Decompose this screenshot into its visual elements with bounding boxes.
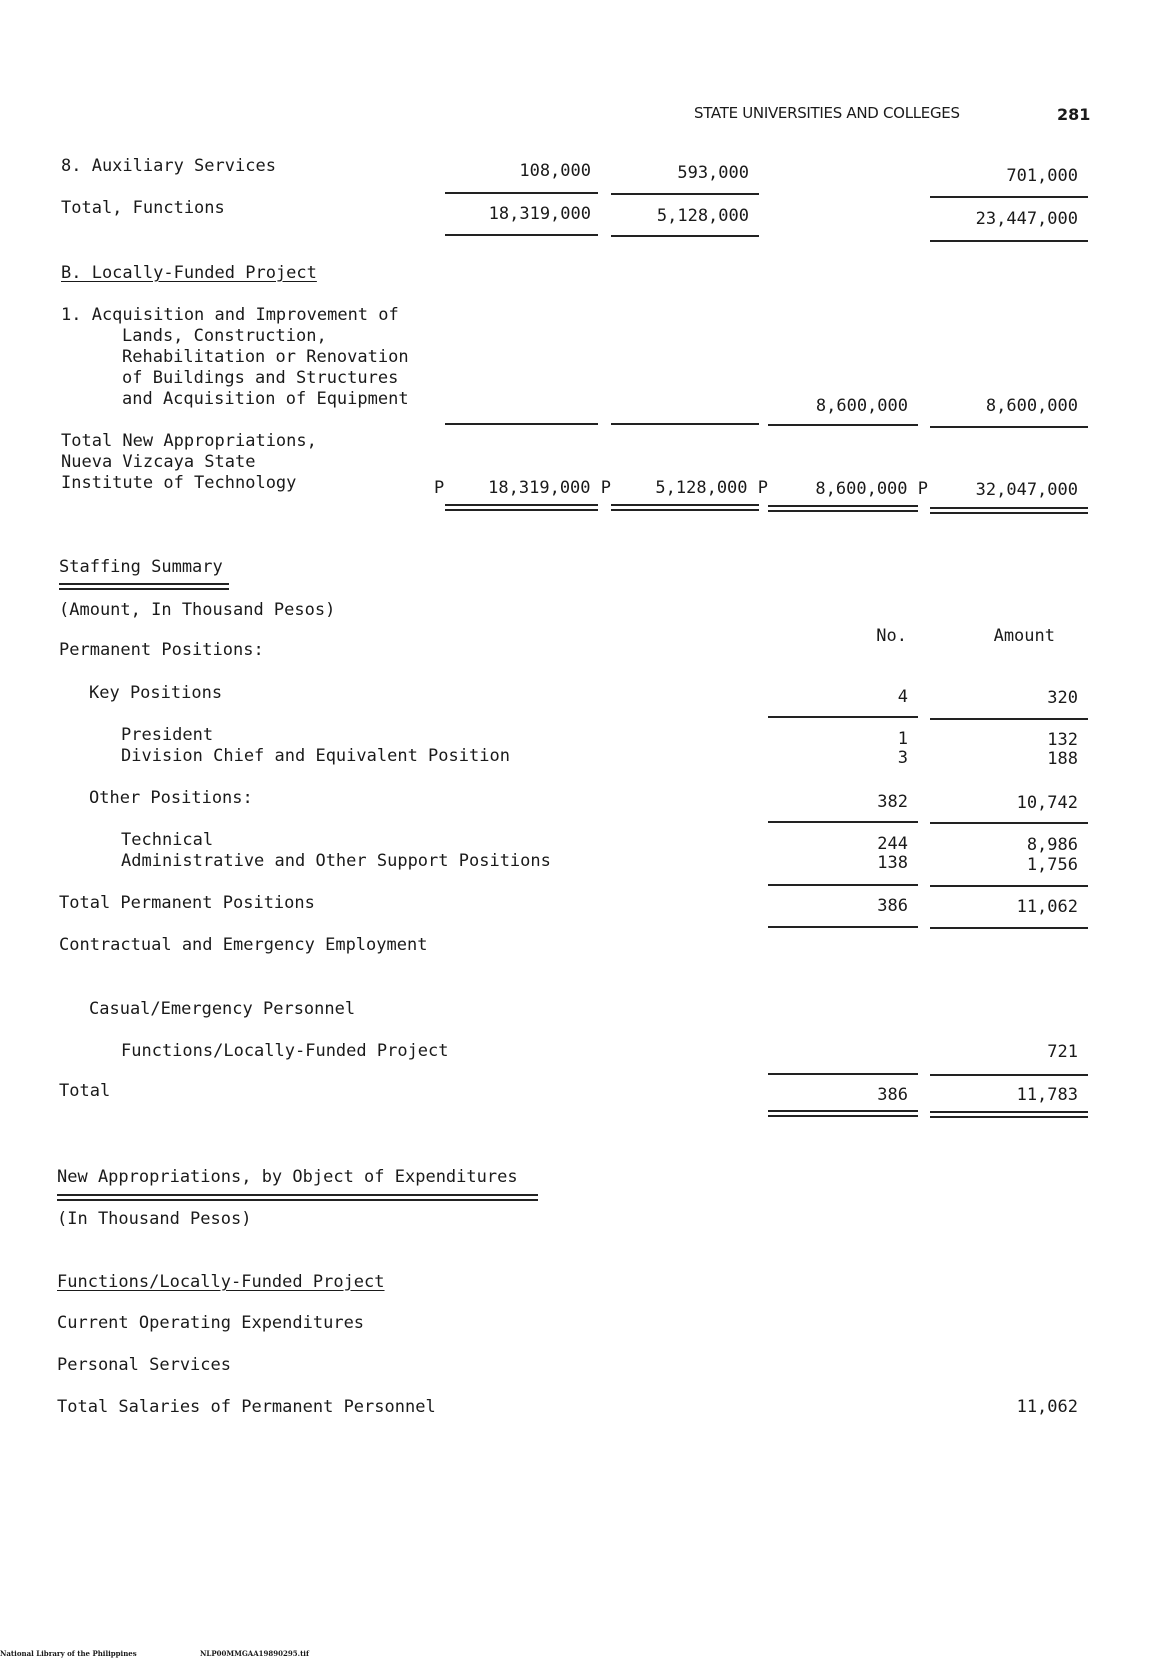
total-functions-c2: 5,128,000 xyxy=(656,206,749,226)
technical-no: 244 xyxy=(877,834,908,854)
total-functions-label: Total, Functions xyxy=(61,198,225,218)
double-rule xyxy=(930,507,1088,514)
total-permanent-no: 386 xyxy=(877,896,908,916)
auxiliary-total: 701,000 xyxy=(1006,166,1078,186)
functions-lfp-amount: 721 xyxy=(1047,1042,1078,1062)
rule xyxy=(445,234,598,236)
running-title: STATE UNIVERSITIES AND COLLEGES xyxy=(694,104,960,122)
rule xyxy=(930,426,1088,428)
peso-sign: P xyxy=(434,478,445,498)
staffing-total-amount: 11,783 xyxy=(1016,1085,1078,1105)
functions-lfp-label: Functions/Locally-Funded Project xyxy=(121,1041,449,1061)
total-permanent-label: Total Permanent Positions xyxy=(59,893,315,913)
total-new-appropriations-c3: 8,600,000 P xyxy=(815,479,928,499)
rule xyxy=(445,192,598,194)
rule xyxy=(768,424,918,426)
personal-services-label: Personal Services xyxy=(57,1355,231,1375)
objects-heading: New Appropriations, by Object of Expenditures xyxy=(57,1167,518,1187)
other-positions-amount: 10,742 xyxy=(1016,793,1078,813)
rule xyxy=(445,423,598,425)
contractual-label: Contractual and Emergency Employment xyxy=(59,935,428,955)
rule xyxy=(768,716,918,718)
rule xyxy=(611,423,759,425)
objects-unit: (In Thousand Pesos) xyxy=(57,1209,252,1229)
page-number: 281 xyxy=(1057,105,1091,124)
other-positions-label: Other Positions: xyxy=(89,788,253,808)
rule xyxy=(930,1074,1088,1076)
technical-label: Technical xyxy=(121,830,214,850)
division-chief-amount: 188 xyxy=(1047,749,1078,769)
total-new-appropriations-c1: 18,319,000 P xyxy=(488,478,611,498)
division-chief-label: Division Chief and Equivalent Position xyxy=(121,746,510,766)
double-rule xyxy=(57,1194,538,1201)
admin-support-amount: 1,756 xyxy=(1026,855,1078,875)
staffing-unit: (Amount, In Thousand Pesos) xyxy=(59,600,336,620)
staffing-total-label: Total xyxy=(59,1081,111,1101)
rule xyxy=(768,926,918,928)
current-operating-label: Current Operating Expenditures xyxy=(57,1313,365,1333)
key-positions-amount: 320 xyxy=(1047,688,1078,708)
auxiliary-c1: 108,000 xyxy=(519,161,591,181)
rule xyxy=(930,927,1088,929)
lfp-item-line-5: and Acquisition of Equipment xyxy=(122,389,409,409)
rule xyxy=(768,821,918,823)
auxiliary-services-label: 8. Auxiliary Services xyxy=(61,156,276,176)
double-rule xyxy=(445,504,598,511)
lfp-item-line-1: 1. Acquisition and Improvement of xyxy=(61,305,399,325)
column-no: No. xyxy=(876,626,907,646)
president-amount: 132 xyxy=(1047,730,1078,750)
total-new-appropriations-line-2: Nueva Vizcaya State xyxy=(61,452,256,472)
double-rule xyxy=(930,1111,1088,1118)
president-label: President xyxy=(121,725,214,745)
rule xyxy=(930,196,1088,198)
total-permanent-amount: 11,062 xyxy=(1016,897,1078,917)
total-functions-c1: 18,319,000 xyxy=(488,204,591,224)
president-no: 1 xyxy=(897,729,908,749)
locally-funded-heading: B. Locally-Funded Project xyxy=(61,263,317,283)
double-rule xyxy=(768,505,918,512)
technical-amount: 8,986 xyxy=(1026,835,1078,855)
rule xyxy=(768,884,918,886)
rule xyxy=(611,235,759,237)
footer-filename: NLP00MMGAA19890295.tif xyxy=(200,1649,309,1658)
staffing-summary-heading: Staffing Summary xyxy=(59,557,223,577)
lfp-item-line-4: of Buildings and Structures xyxy=(122,368,399,388)
casual-emergency-label: Casual/Emergency Personnel xyxy=(89,999,356,1019)
total-new-appropriations-line-1: Total New Appropriations, xyxy=(61,431,317,451)
rule xyxy=(930,240,1088,242)
total-new-appropriations-total: 32,047,000 xyxy=(975,480,1078,500)
admin-support-label: Administrative and Other Support Positions xyxy=(121,851,551,871)
rule xyxy=(768,1073,918,1075)
column-amount: Amount xyxy=(993,626,1055,646)
total-salaries-amount: 11,062 xyxy=(1016,1397,1078,1417)
key-positions-no: 4 xyxy=(897,687,908,707)
permanent-positions-label: Permanent Positions: xyxy=(59,640,264,660)
admin-support-no: 138 xyxy=(877,853,908,873)
double-rule xyxy=(768,1110,918,1117)
total-functions-total: 23,447,000 xyxy=(975,209,1078,229)
rule xyxy=(930,885,1088,887)
rule xyxy=(930,822,1088,824)
other-positions-no: 382 xyxy=(877,792,908,812)
staffing-total-no: 386 xyxy=(877,1085,908,1105)
footer-library: National Library of the Philippines xyxy=(0,1649,137,1658)
double-rule xyxy=(59,583,229,590)
division-chief-no: 3 xyxy=(897,748,908,768)
key-positions-label: Key Positions xyxy=(89,683,223,703)
double-rule xyxy=(611,504,759,511)
total-salaries-label: Total Salaries of Permanent Personnel xyxy=(57,1397,436,1417)
rule xyxy=(611,193,759,195)
objects-subheading: Functions/Locally-Funded Project xyxy=(57,1272,385,1292)
lfp-item-line-3: Rehabilitation or Renovation xyxy=(122,347,409,367)
total-new-appropriations-c2: 5,128,000 P xyxy=(655,478,768,498)
lfp-c3: 8,600,000 xyxy=(815,396,908,416)
auxiliary-c2: 593,000 xyxy=(677,163,749,183)
total-new-appropriations-line-3: Institute of Technology xyxy=(61,473,297,493)
rule xyxy=(930,718,1088,720)
lfp-total: 8,600,000 xyxy=(985,396,1078,416)
lfp-item-line-2: Lands, Construction, xyxy=(122,326,327,346)
